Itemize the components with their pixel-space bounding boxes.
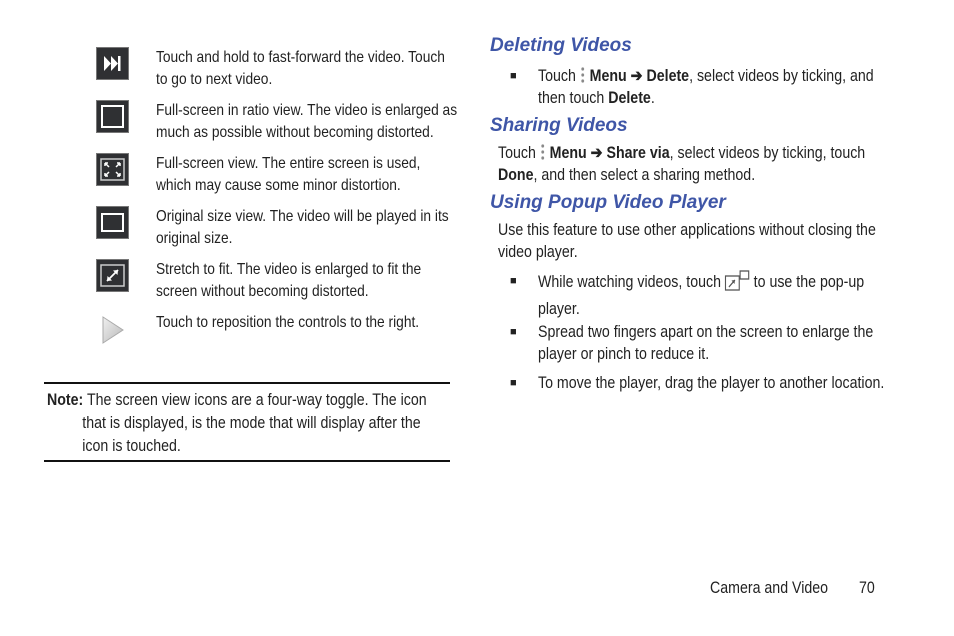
popup-bullet-3: To move the player, drag the player to another location. [538, 374, 885, 392]
reposition-right-icon [102, 316, 135, 349]
icon-desc: which may cause some minor distortion. [156, 177, 401, 194]
bullet-icon: ■ [510, 275, 517, 287]
popup-bullet-2: Spread two fingers apart on the screen to enlarge the player or pinch to reduce it. [538, 323, 874, 363]
menu-icon [541, 143, 544, 161]
ratio-view-icon [96, 100, 129, 133]
bullet-icon: ■ [510, 326, 517, 338]
note [47, 389, 488, 458]
note-text: The screen view icons are a four-way toggle. The icon [86, 391, 427, 409]
page-number: 70 [859, 579, 875, 597]
popup-bullet-1: While watching videos, touch to use the pop-up player. [538, 270, 917, 320]
popup-player-heading: Using Popup Video Player [490, 192, 726, 213]
popup-intro: Use this feature to use other applications without closing the video player. [498, 221, 876, 261]
deleting-videos-heading: Deleting Videos [490, 35, 632, 56]
icon-desc: screen without becoming distorted. [156, 283, 369, 300]
note-top-rule [44, 382, 450, 384]
icon-desc: Full-screen view. The entire screen is used, [156, 155, 421, 172]
sharing-videos-heading: Sharing Videos [490, 115, 628, 136]
stretch-icon [96, 259, 129, 292]
note-label: Note: [47, 391, 84, 409]
note-text: that is displayed, is the mode that will display after the [82, 414, 421, 432]
deleting-instruction: Touch Menu ➔ Delete, select videos by ticking, and then touch Delete. [538, 67, 874, 107]
sharing-instruction: Touch Menu ➔ Share via, select videos by ticking, touch Done, and then select a sharing method. [498, 144, 866, 184]
icon-desc: much as possible without becoming distorted. [156, 124, 434, 141]
menu-icon [581, 66, 584, 84]
icon-desc: Original size view. The video will be played in its [156, 208, 449, 225]
bullet-icon: ■ [510, 70, 517, 82]
note-text: icon is touched. [82, 437, 181, 455]
icon-desc: Touch and hold to fast-forward the video. Touch [156, 49, 445, 66]
popup-player-icon [724, 270, 750, 298]
icon-desc: Touch to reposition the controls to the right. [156, 314, 420, 331]
icon-desc: original size. [156, 230, 233, 247]
icon-desc: Stretch to fit. The video is enlarged to fit the [156, 261, 422, 278]
icon-desc: Full-screen in ratio view. The video is enlarged as [156, 102, 458, 119]
bullet-icon: ■ [510, 377, 517, 389]
icon-desc: to go to next video. [156, 71, 273, 88]
footer-section-title: Camera and Video [710, 579, 829, 597]
fast-forward-icon [96, 47, 129, 80]
original-size-icon [96, 206, 129, 239]
full-screen-icon [96, 153, 129, 186]
note-bottom-rule [44, 460, 450, 462]
